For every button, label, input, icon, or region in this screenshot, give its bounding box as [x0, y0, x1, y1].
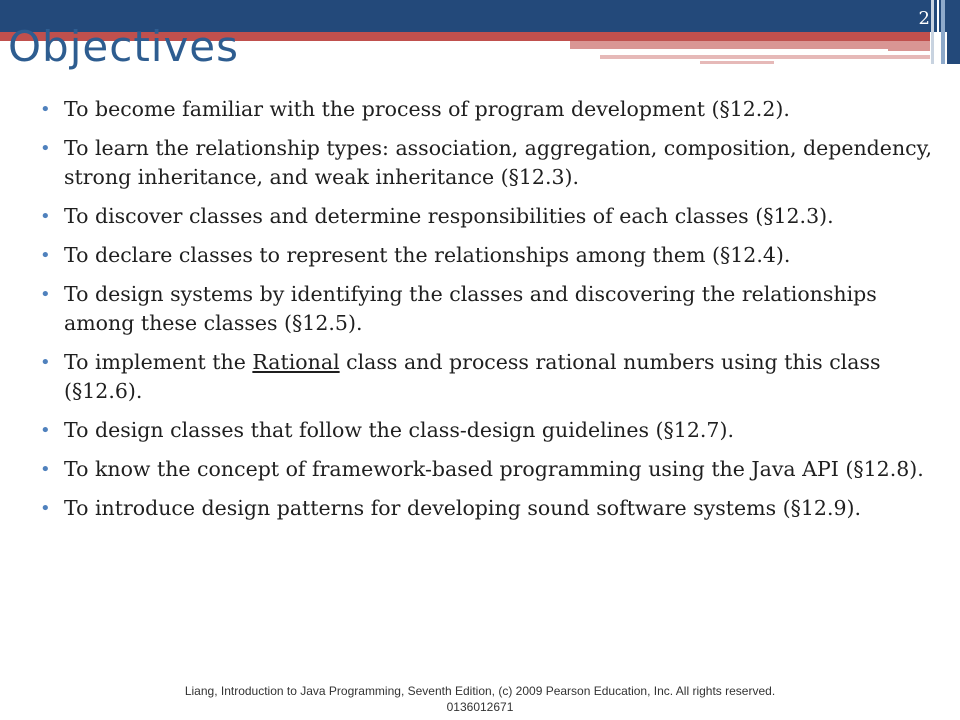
bullet-text: To discover classes and determine responsibilities of each classes (§12.3). [64, 204, 834, 228]
list-item [40, 494, 940, 523]
objectives-list [40, 95, 940, 533]
list-item [40, 134, 940, 192]
bullet-icon: • [40, 420, 51, 441]
bullet-text: To know the concept of framework-based programming using the Java API (§12.8). [64, 457, 924, 481]
bullet-text-pre: To implement the [64, 350, 253, 374]
bullet-icon: • [40, 459, 51, 480]
list-item [40, 202, 940, 231]
bullet-icon: • [40, 206, 51, 227]
copyright-footer: Liang, Introduction to Java Programming, Seventh Edition, (c) 2009 Pearson Education, Inc. All rights reserved. 0136012671 [184, 684, 776, 714]
corner-bar [937, 0, 939, 64]
bullet-text: To become familiar with the process of program development (§12.2). [64, 97, 790, 121]
bullet-icon: • [40, 284, 51, 305]
list-item [40, 416, 940, 445]
slide-title: Objectives [8, 22, 240, 71]
list-item [40, 241, 940, 270]
corner-bar [931, 0, 934, 64]
bullet-text: To design systems by identifying the classes and discovering the relationships among these classes (§12.5). [64, 282, 877, 335]
header-accent-line [600, 55, 930, 59]
list-item [40, 95, 940, 124]
bullet-icon: • [40, 99, 51, 120]
list-item [40, 280, 940, 338]
corner-bar [941, 0, 945, 64]
bullet-icon: • [40, 498, 51, 519]
header-accent-line-short [700, 61, 774, 64]
slide-number: 2 [918, 8, 930, 29]
bullet-text: To learn the relationship types: association, aggregation, composition, dependency, strong inheritance, and weak inheritance (§12.3). [64, 136, 932, 189]
header-divider [560, 49, 888, 52]
bullet-text-post: class and process rational numbers using this class (§12.6). [64, 350, 881, 403]
rational-class-name: Rational [252, 350, 340, 374]
bullet-icon: • [40, 138, 51, 159]
list-item [40, 348, 940, 406]
bullet-icon: • [40, 352, 51, 373]
bullet-text: To design classes that follow the class-design guidelines (§12.7). [64, 418, 734, 442]
corner-bar [947, 0, 960, 64]
list-item [40, 455, 940, 484]
bullet-icon: • [40, 245, 51, 266]
bullet-text: To introduce design patterns for developing sound software systems (§12.9). [64, 496, 862, 520]
bullet-text: To declare classes to represent the relationships among them (§12.4). [64, 243, 791, 267]
